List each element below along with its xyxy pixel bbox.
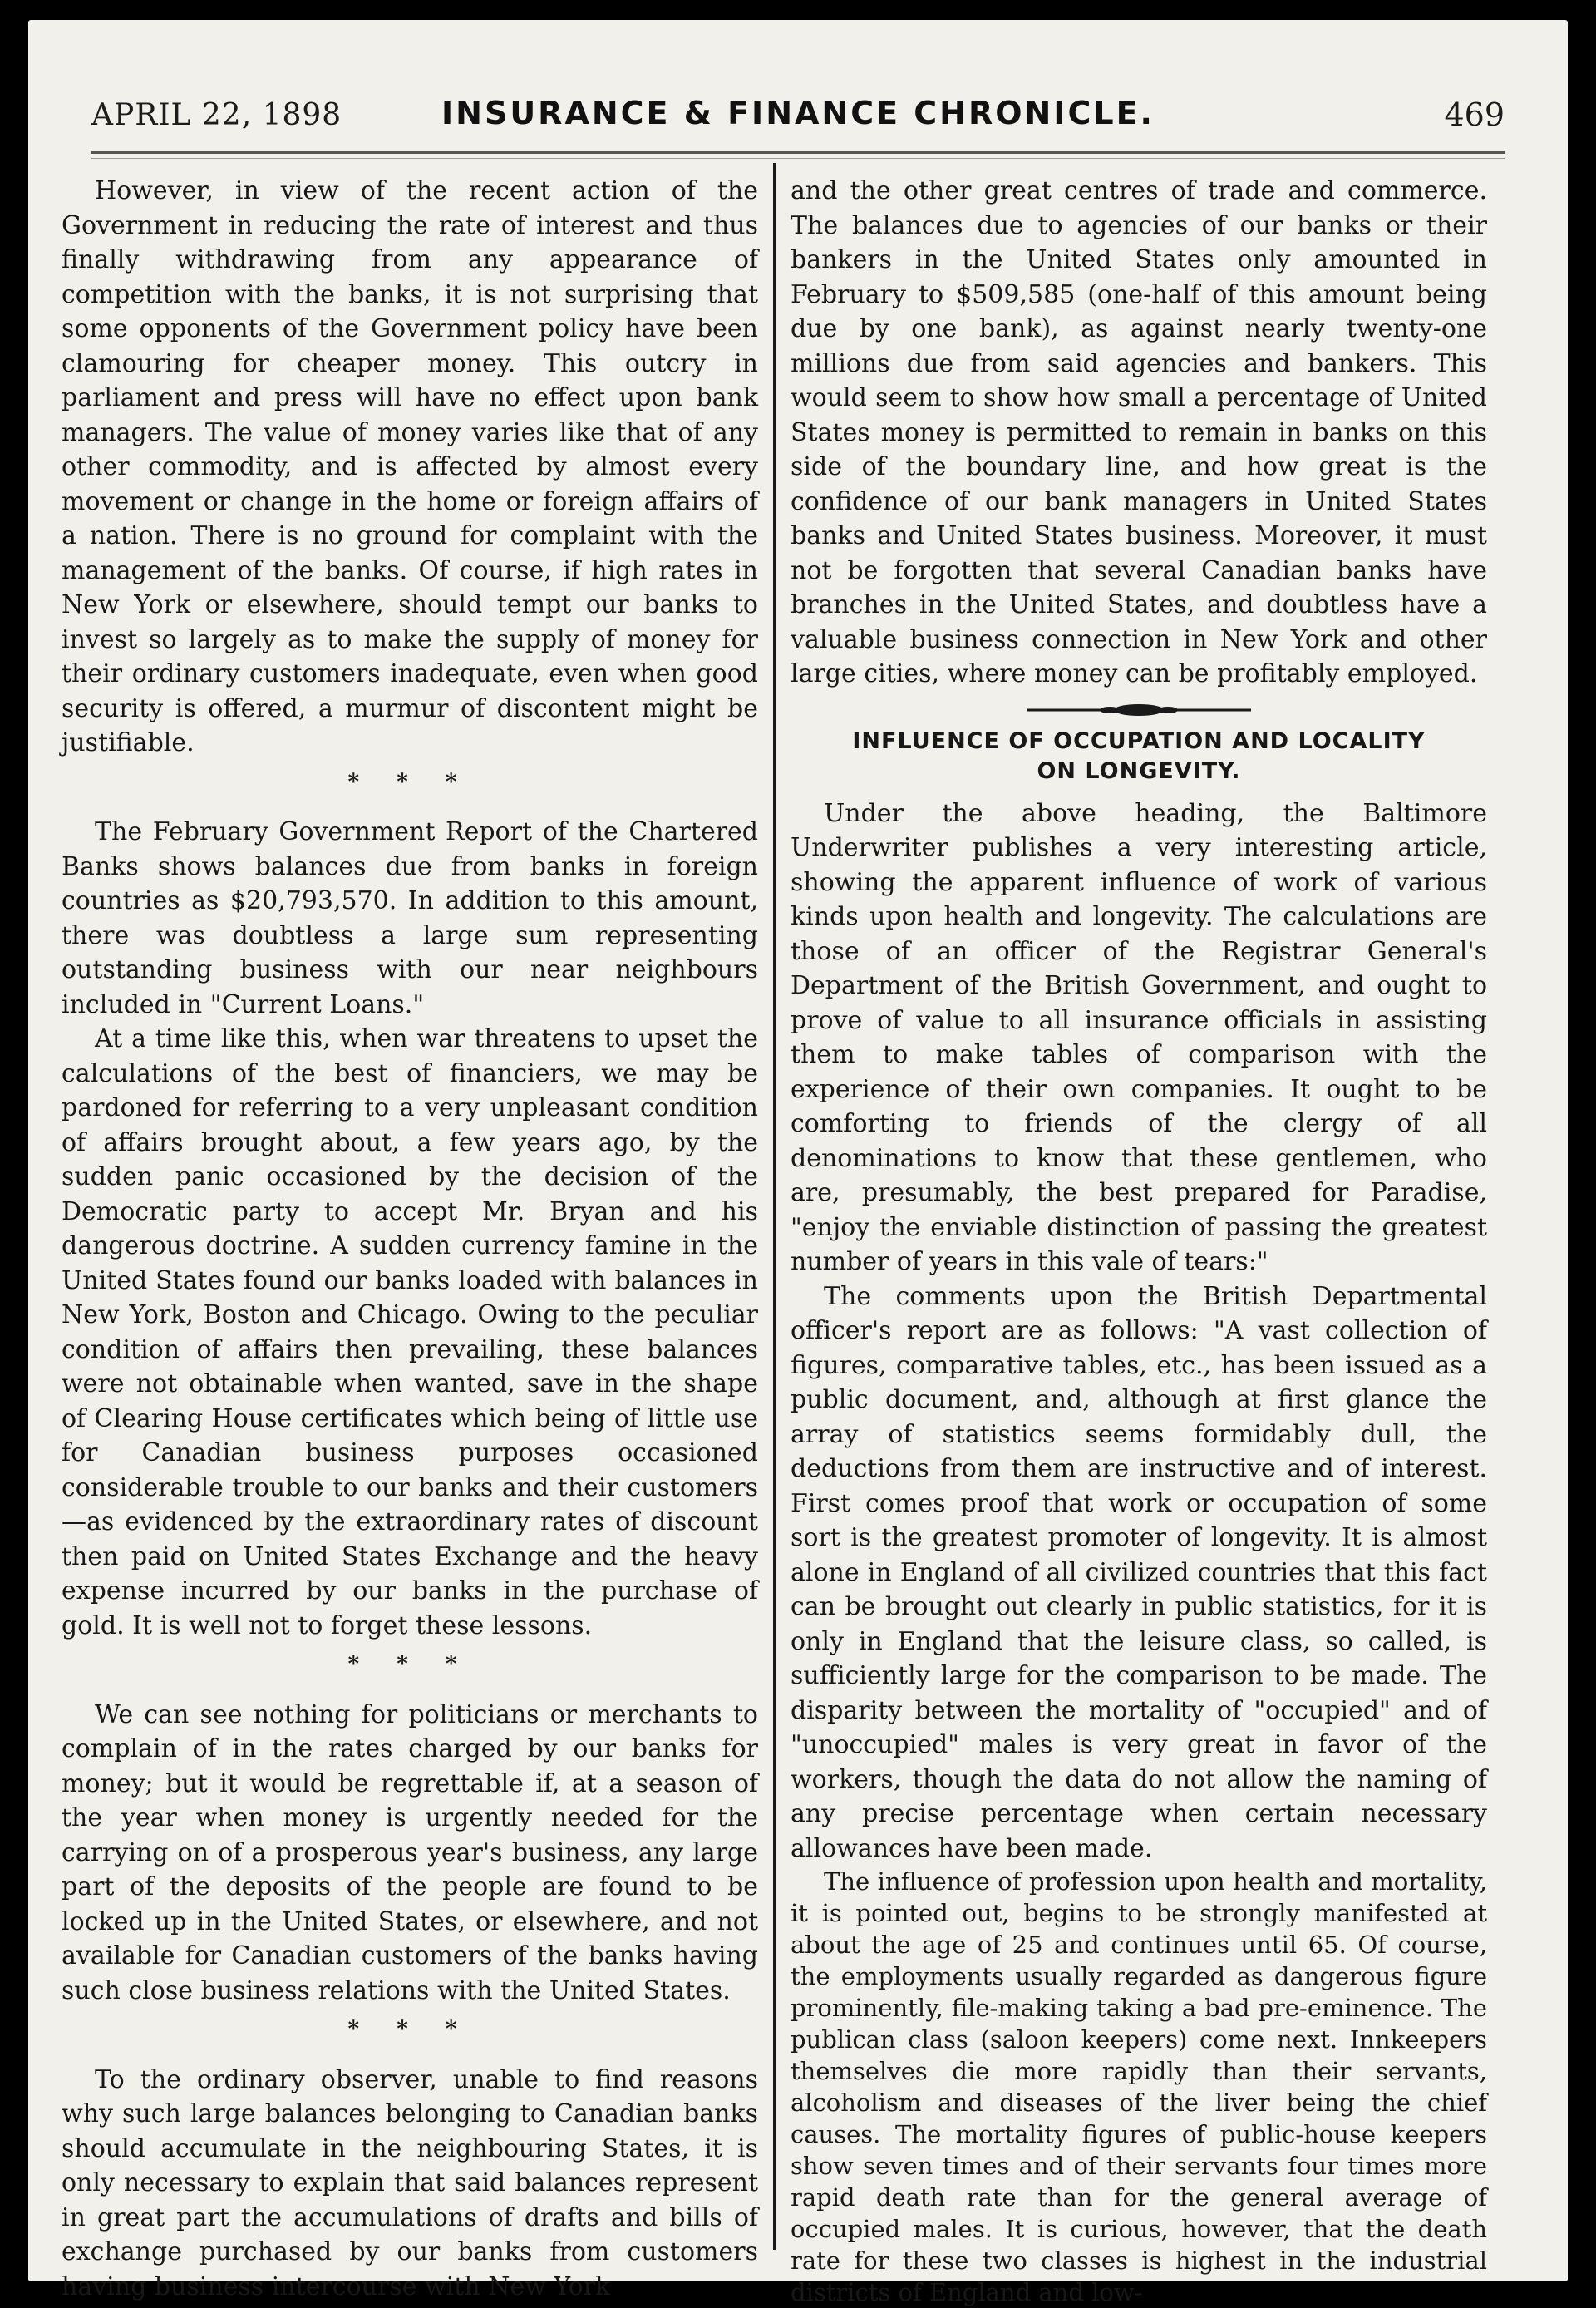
- page-number: 469: [1444, 96, 1505, 133]
- section-break: * * *: [347, 769, 472, 795]
- issue-date: APRIL 22, 1898: [91, 98, 342, 132]
- newspaper-page: [28, 20, 1568, 2306]
- headline-line-2: ON LONGEVITY.: [1037, 757, 1241, 784]
- headline-line-1: INFLUENCE OF OCCUPATION AND LOCALITY: [852, 727, 1426, 754]
- left-column: [62, 174, 758, 2304]
- publication-title: INSURANCE & FINANCE CHRONICLE.: [441, 95, 1155, 131]
- header-rule-thin: [91, 158, 1505, 159]
- ornament-divider-icon: [1027, 700, 1251, 720]
- paragraph-comments: The comments upon the British Departmental officer's report are as follows: "A vast collection of figures, comparative tables, etc., has been issued as a public document, and, although at first glance the array of statistics seems formidably dull, the deductions from them are instructive and of interest. First comes proof that work or occupation of some sort is the greatest promoter of longevity. It is almost alone in England of all civilized countries that this fact can be brought out clearly in public statistics, for it is only in England that the leisure class, so called, is sufficiently large for the comparison to be made. The disparity between the mortality of "occupied" and of "unoccupied" males is very great in favor of the workers, though the data do not allow the naming of any precise percentage when certain necessary allowances have been made.: [791, 1281, 1487, 1863]
- paragraph-politicians: We can see nothing for politicians or merchants to complain of in the rates charged by our banks for money; but it would be regrettable if, at a season of the year when money is urgently needed for the carrying on of a prosperous year's business, any large part of the deposits of the people are found to be locked up in the United States, or elsewhere, and not available for Canadian customers of the banks having such close business relations with the United States.: [62, 1699, 758, 2005]
- section-break: * * *: [347, 1652, 472, 1677]
- page-header: [91, 81, 1505, 140]
- paragraph-government-report: The February Government Report of the Chartered Banks shows balances due from banks in foreign countries as $20,793,570. In addition to this amount, there was doubtless a large sum representing outstanding business with our near neighbours included in "Current Loans.": [62, 817, 758, 1019]
- column-divider: [773, 163, 776, 2250]
- paragraph-continued: and the other great centres of trade and commerce. The balances due to agencies of our banks or their bankers in the United States only amounted in February to $509,585 (one-half of this amount being due by one bank), as against nearly twenty-one millions due from said agencies and bankers. This would seem to show how small a percentage of United States money is permitted to remain in banks on this side of the boundary line, and how great is the confidence of our bank managers in United States banks and United States business. Moreover, it must not be forgotten that several Canadian banks have branches in the United States, and doubtless have a valuable business connection in New York and other large cities, where money can be profitably employed.: [791, 176, 1487, 688]
- paragraph-war-threatens: At a time like this, when war threatens to upset the calculations of the best of financiers, we may be pardoned for referring to a very unpleasant condition of affairs brought about, a few years ago, by the sudden panic occasioned by the decision of the Democratic party to accept Mr. Bryan and his dangerous doctrine. A sudden currency famine in the United States found our banks loaded with balances in New York, Boston and Chicago. Owing to the peculiar condition of affairs then prevailing, these balances were not obtainable when wanted, save in the shape of Clearing House certificates which being of little use for Canadian business purposes occasioned considerable trouble to our banks and their customers—as evidenced by the extraordinary rates of discount then paid on United States Exchange and the heavy expense incurred by our banks in the purchase of gold. It is well not to forget these lessons.: [62, 1024, 758, 1640]
- header-rule: [91, 151, 1505, 154]
- section-break: * * *: [347, 2017, 472, 2042]
- paragraph-influence-of-profession: The influence of profession upon health and mortality, it is pointed out, begins to be strongly manifested at about the age of 25 and continues until 65. Of course, the employments usually regarded as dangerous figure prominently, file-making taking a bad pre-eminence. The publican class (saloon keepers) come next. Innkeepers themselves die more rapidly than their servants, alcoholism and diseases of the liver being the chief causes. The mortality figures of public-house keepers show seven times and of their servants four times more rapid death rate than for the general average of occupied males. It is curious, however, that the death rate for these two classes is highest in the industrial districts of England and low-: [791, 1867, 1487, 2306]
- paragraph-ordinary-observer: To the ordinary observer, unable to find reasons why such large balances belonging to Canadian banks should accumulate in the neighbouring States, it is only necessary to explain that said balances represent in great part the accumulations of drafts and bills of exchange purchased by our banks from customers having business intercourse with New York: [62, 2064, 758, 2301]
- paragraph-baltimore-underwriter: Under the above heading, the Baltimore Underwriter publishes a very interesting article, showing the apparent influence of work of various kinds upon health and longevity. The calculations are those of an officer of the Registrar General's Department of the British Government, and ought to prove of value to all insurance officials in assisting them to make tables of comparison with the experience of their own companies. It ought to be comforting to friends of the clergy of all denominations to know that these gentlemen, who are, presumably, the best prepared for Paradise, "enjoy the enviable distinction of passing the greatest number of years in this vale of tears:": [791, 798, 1487, 1276]
- paragraph-cheaper-money: However, in view of the recent action of the Government in reducing the rate of interest and thus finally withdrawing from any appearance of competition with the banks, it is not surprising that some opponents of the Government policy have been clamouring for cheaper money. This outcry in parliament and press will have no effect upon bank managers. The value of money varies like that of any other commodity, and is affected by almost every movement or change in the home or foreign affairs of a nation. There is no ground for complaint with the management of the banks. Of course, if high rates in New York or elsewhere, should tempt our banks to invest so largely as to make the supply of money for their ordinary customers inadequate, even when good security is offered, a murmur of discontent might be justifiable.: [62, 176, 758, 757]
- right-column: [791, 174, 1487, 2308]
- article-headline: [791, 727, 1487, 787]
